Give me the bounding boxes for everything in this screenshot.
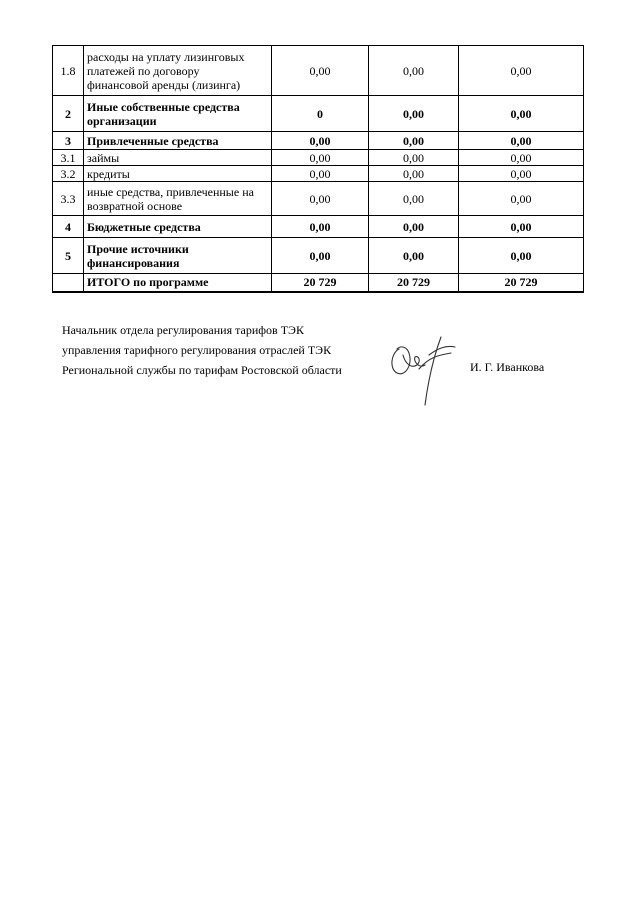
row-name-line: расходы на уплату лизинговых	[87, 49, 245, 64]
financing-table-body	[53, 46, 584, 292]
value-cell-3: 0,00	[459, 166, 584, 182]
row-name-line: иные средства, привлеченные на	[87, 184, 254, 199]
signatory-line-3: Региональной службы по тарифам Ростовской области	[62, 363, 342, 377]
row-number: 2	[53, 96, 84, 132]
row-number: 3.2	[53, 166, 84, 182]
row-name	[84, 96, 272, 132]
table-row	[53, 216, 584, 238]
row-number: 3.3	[53, 182, 84, 216]
value-cell-3: 20 729	[459, 274, 584, 292]
row-name	[84, 46, 272, 96]
row-number: 5	[53, 238, 84, 274]
row-number: 3.1	[53, 150, 84, 166]
value-cell-3: 0,00	[459, 150, 584, 166]
value-cell-1: 0,00	[272, 150, 369, 166]
value-cell-2: 20 729	[369, 274, 459, 292]
row-number	[53, 274, 84, 292]
row-name-line: финансовой аренды (лизинга)	[87, 77, 241, 92]
row-name-line: Бюджетные средства	[87, 219, 201, 234]
value-cell-3: 0,00	[459, 216, 584, 238]
row-name	[84, 132, 272, 150]
value-cell-2: 0,00	[369, 182, 459, 216]
row-name	[84, 166, 272, 182]
row-name-line: платежей по договору	[87, 63, 200, 78]
value-cell-1: 0,00	[272, 238, 369, 274]
value-cell-3: 0,00	[459, 96, 584, 132]
row-name-line: возвратной основе	[87, 198, 183, 213]
row-name	[84, 274, 272, 292]
value-cell-2: 0,00	[369, 238, 459, 274]
value-cell-2: 0,00	[369, 132, 459, 150]
row-name-line: займы	[87, 150, 120, 165]
table-row	[53, 96, 584, 132]
signatory-line-2: управления тарифного регулирования отраслей ТЭК	[62, 343, 332, 357]
value-cell-1: 0,00	[272, 216, 369, 238]
row-name	[84, 182, 272, 216]
row-number: 4	[53, 216, 84, 238]
row-name	[84, 238, 272, 274]
row-name-line: Прочие источники	[87, 241, 189, 256]
value-cell-1: 0,00	[272, 182, 369, 216]
table-row	[53, 132, 584, 150]
signatory-name: И. Г. Иванкова	[470, 360, 545, 374]
value-cell-1: 0,00	[272, 166, 369, 182]
table-row	[53, 46, 584, 96]
row-name-line: финансирования	[87, 255, 180, 270]
table-row	[53, 182, 584, 216]
value-cell-2: 0,00	[369, 216, 459, 238]
value-cell-2: 0,00	[369, 166, 459, 182]
table-row	[53, 238, 584, 274]
row-name	[84, 150, 272, 166]
row-name	[84, 216, 272, 238]
value-cell-3: 0,00	[459, 238, 584, 274]
row-name-line: ИТОГО по программе	[87, 275, 209, 290]
signatory-position	[62, 320, 342, 380]
value-cell-1: 0,00	[272, 132, 369, 150]
table-row	[53, 150, 584, 166]
value-cell-1: 0,00	[272, 46, 369, 96]
row-name-line: организации	[87, 113, 157, 128]
value-cell-1: 0	[272, 96, 369, 132]
row-number: 1.8	[53, 46, 84, 96]
table-row	[53, 274, 584, 292]
row-name-line: Привлеченные средства	[87, 133, 219, 148]
value-cell-2: 0,00	[369, 46, 459, 96]
row-name-line: кредиты	[87, 166, 130, 181]
value-cell-2: 0,00	[369, 96, 459, 132]
row-name-line: Иные собственные средства	[87, 99, 240, 114]
handwritten-signature	[385, 335, 465, 410]
table-row	[53, 166, 584, 182]
value-cell-3: 0,00	[459, 132, 584, 150]
value-cell-3: 0,00	[459, 182, 584, 216]
value-cell-1: 20 729	[272, 274, 369, 292]
value-cell-3: 0,00	[459, 46, 584, 96]
value-cell-2: 0,00	[369, 150, 459, 166]
financing-table	[52, 45, 584, 293]
signatory-line-1: Начальник отдела регулирования тарифов ТЭК	[62, 323, 304, 337]
row-number: 3	[53, 132, 84, 150]
